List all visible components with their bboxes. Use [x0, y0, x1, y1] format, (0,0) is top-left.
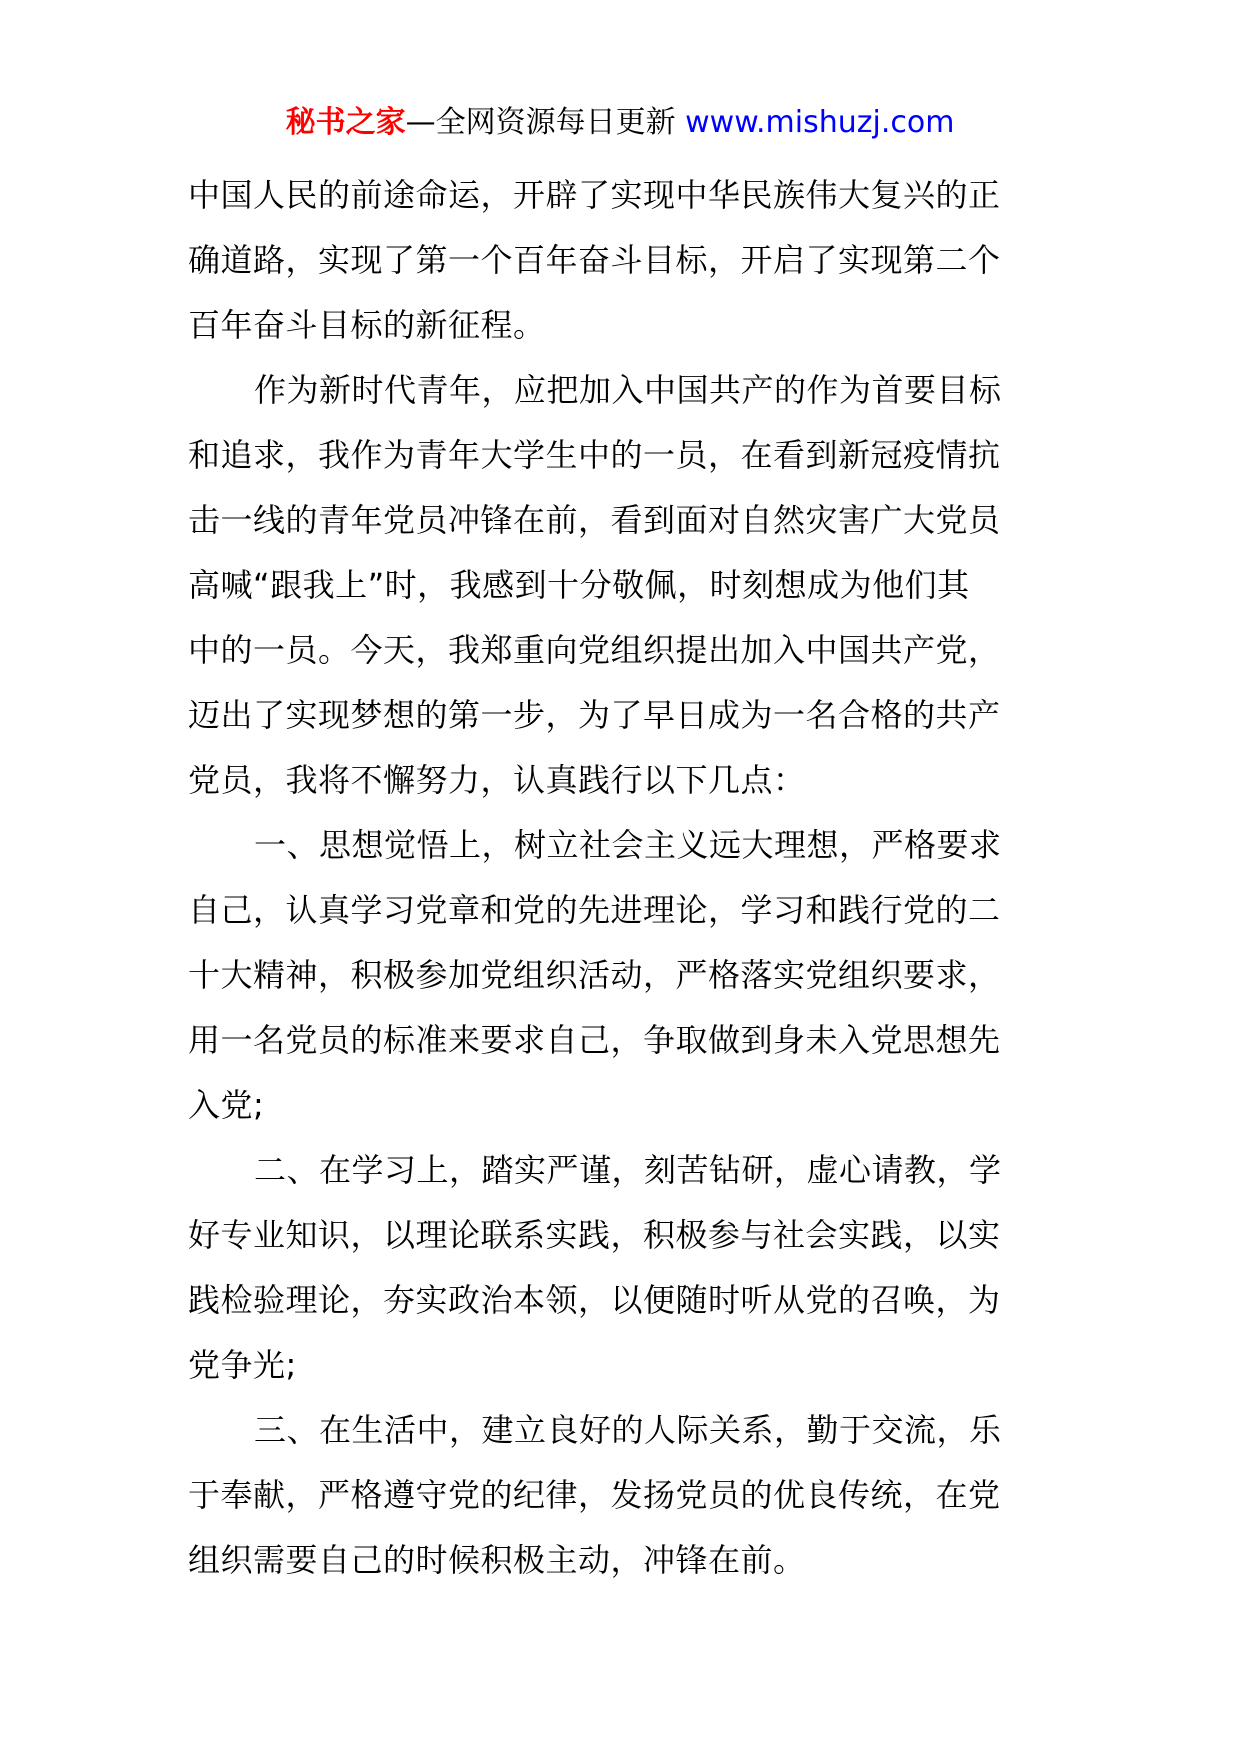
paragraph-point-3	[188, 1398, 1054, 1593]
site-tagline: —全网资源每日更新	[405, 105, 676, 140]
paragraph-point-1	[188, 813, 1054, 1138]
text-line: 中国人民的前途命运，开辟了实现中华民族伟大复兴的正	[188, 176, 1001, 214]
text-line: 于奉献，严格遵守党的纪律，发扬党员的优良传统，在党	[188, 1476, 1001, 1514]
site-header	[0, 103, 1240, 143]
text-line: 自己，认真学习党章和党的先进理论，学习和践行党的二	[188, 891, 1001, 929]
text-line: 党员，我将不懈努力，认真践行以下几点：	[188, 761, 806, 799]
text-line: 组织需要自己的时候积极主动，冲锋在前。	[188, 1541, 806, 1579]
text-line: 作为新时代青年，应把加入中国共产的作为首要目标	[254, 371, 1002, 409]
text-line: 迈出了实现梦想的第一步，为了早日成为一名合格的共产	[188, 696, 1001, 734]
site-brand: 秘书之家	[285, 105, 406, 140]
text-line: 高喊“跟我上”时，我感到十分敬佩，时刻想成为他们其	[188, 566, 970, 604]
text-line: 二、在学习上，踏实严谨，刻苦钻研，虚心请教，学	[254, 1151, 1002, 1189]
text-line: 用一名党员的标准来要求自己，争取做到身未入党思想先	[188, 1021, 1001, 1059]
text-line: 和追求，我作为青年大学生中的一员，在看到新冠疫情抗	[188, 436, 1001, 474]
text-line: 百年奋斗目标的新征程。	[188, 306, 546, 344]
text-line: 中的一员。今天，我郑重向党组织提出加入中国共产党，	[188, 631, 1001, 669]
text-line: 十大精神，积极参加党组织活动，严格落实党组织要求，	[188, 956, 1001, 994]
paragraph-intro	[188, 358, 1054, 813]
paragraph-continuation	[188, 163, 1054, 358]
text-line: 党争光;	[188, 1346, 297, 1384]
text-line: 践检验理论，夯实政治本领，以便随时听从党的召唤，为	[188, 1281, 1001, 1319]
document-body	[188, 163, 1054, 1593]
text-line: 三、在生活中，建立良好的人际关系，勤于交流，乐	[254, 1411, 1002, 1449]
text-line: 击一线的青年党员冲锋在前，看到面对自然灾害广大党员	[188, 501, 1001, 539]
site-url-link[interactable]: www.mishuzj.com	[685, 105, 955, 140]
paragraph-point-2	[188, 1138, 1054, 1398]
text-line: 好专业知识，以理论联系实践，积极参与社会实践，以实	[188, 1216, 1001, 1254]
text-line: 入党;	[188, 1086, 265, 1124]
text-line: 一、思想觉悟上，树立社会主义远大理想，严格要求	[254, 826, 1002, 864]
text-line: 确道路，实现了第一个百年奋斗目标，开启了实现第二个	[188, 241, 1001, 279]
